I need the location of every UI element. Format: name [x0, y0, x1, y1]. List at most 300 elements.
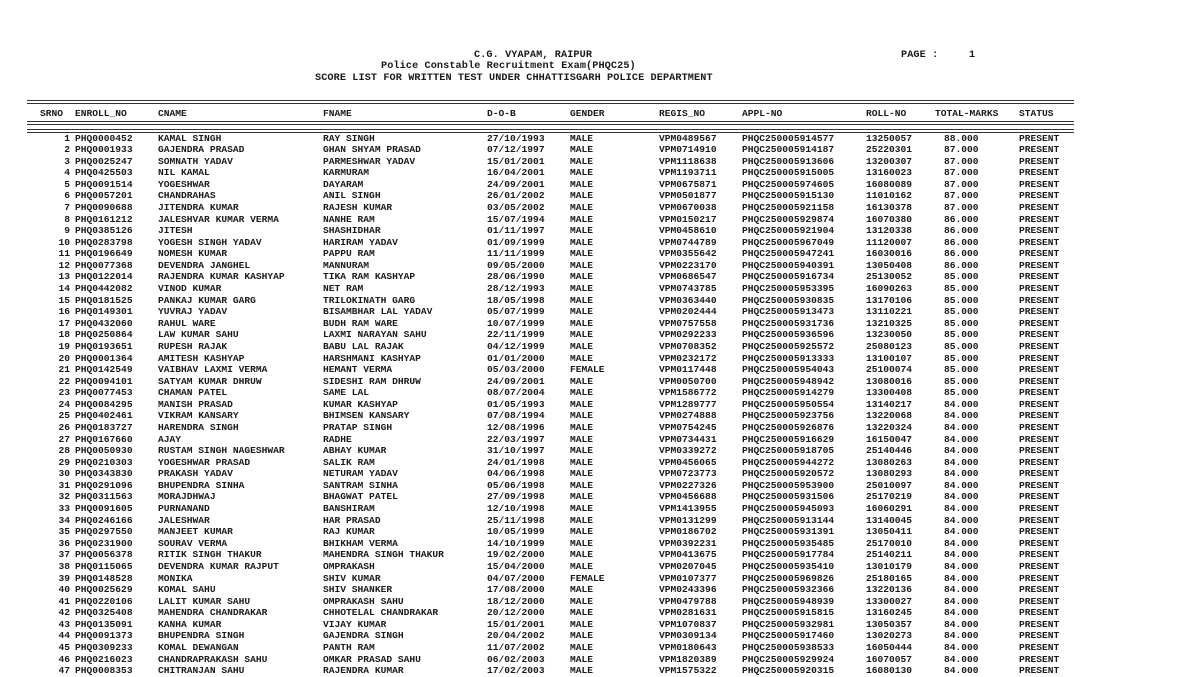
cell-srno: 28 — [58, 445, 70, 457]
cell-srno: 21 — [58, 364, 70, 376]
cell-regis-no: VPM0107377 — [659, 572, 717, 584]
cell-dob: 07/12/1997 — [487, 144, 545, 156]
cell-roll-no: 16080130 — [866, 665, 913, 677]
cell-dob: 31/10/1997 — [487, 445, 545, 457]
cell-total-marks: 86.000 — [944, 225, 979, 237]
cell-gender: MALE — [570, 410, 594, 422]
table-row — [0, 306, 1100, 318]
cell-srno: 47 — [58, 665, 70, 677]
cell-fname: RAY SINGH — [323, 132, 375, 144]
cell-regis-no: VPM0392231 — [659, 537, 717, 549]
cell-status: PRESENT — [1019, 190, 1060, 202]
table-row — [0, 561, 1100, 573]
cell-regis-no: VPM0150217 — [659, 213, 717, 225]
table-row — [0, 283, 1100, 295]
cell-fname: HARSHMANI KASHYAP — [323, 352, 421, 364]
cell-cname: JALESHVAR KUMAR VERMA — [158, 213, 279, 225]
cell-roll-no: 13200307 — [866, 155, 913, 167]
cell-regis-no: VPM1118638 — [659, 155, 717, 167]
col-header-appl-no: APPL-NO — [742, 108, 783, 119]
table-row — [0, 156, 1100, 168]
cell-gender: MALE — [570, 642, 594, 654]
cell-enroll-no: PHQ0148528 — [75, 572, 133, 584]
cell-appl-no: PHQC250005935410 — [742, 560, 835, 572]
cell-cname: LAW KUMAR SAHU — [158, 329, 239, 341]
cell-fname: PRATAP SINGH — [323, 422, 393, 433]
cell-cname: PANKAJ KUMAR GARG — [158, 294, 256, 306]
cell-dob: 11/11/1999 — [487, 248, 545, 260]
cell-status: PRESENT — [1019, 352, 1060, 364]
cell-appl-no: PHQC250005931736 — [742, 317, 835, 329]
cell-cname: RITIK SINGH THAKUR — [158, 549, 262, 561]
cell-cname: KOMAL DEWANGAN — [158, 642, 239, 654]
cell-roll-no: 13020273 — [866, 630, 913, 642]
cell-gender: MALE — [570, 422, 594, 433]
cell-total-marks: 84.000 — [944, 560, 979, 572]
cell-srno: 38 — [58, 560, 70, 572]
cell-dob: 18/05/1998 — [487, 294, 545, 306]
cell-gender: MALE — [570, 248, 594, 260]
table-row — [0, 549, 1100, 561]
cell-roll-no: 13170106 — [866, 294, 913, 306]
table-row — [0, 457, 1100, 469]
col-header-fname: FNAME — [323, 108, 352, 119]
cell-status: PRESENT — [1019, 630, 1060, 642]
cell-srno: 13 — [58, 271, 70, 283]
table-row — [0, 526, 1100, 538]
cell-status: PRESENT — [1019, 178, 1060, 190]
cell-cname: RAHUL WARE — [158, 317, 216, 329]
cell-regis-no: VPM0339272 — [659, 445, 717, 457]
cell-gender: MALE — [570, 445, 594, 457]
cell-enroll-no: PHQ0001364 — [75, 352, 133, 364]
cell-regis-no: VPM0207045 — [659, 560, 717, 572]
cell-roll-no: 16060291 — [866, 503, 913, 515]
cell-total-marks: 87.000 — [944, 144, 979, 156]
table-row — [0, 584, 1100, 596]
cell-dob: 14/10/1999 — [487, 537, 545, 549]
cell-gender: MALE — [570, 514, 594, 526]
cell-gender: MALE — [570, 456, 594, 468]
cell-enroll-no: PHQ0001933 — [75, 144, 133, 156]
cell-fname: SHIV KUMAR — [323, 572, 381, 584]
cell-regis-no: VPM0363440 — [659, 294, 717, 306]
cell-gender: MALE — [570, 375, 594, 387]
table-row — [0, 503, 1100, 515]
cell-enroll-no: PHQ0167660 — [75, 433, 133, 445]
cell-total-marks: 86.000 — [944, 236, 979, 248]
cell-status: PRESENT — [1019, 329, 1060, 341]
cell-roll-no: 13250057 — [866, 132, 913, 144]
cell-dob: 22/11/1999 — [487, 329, 545, 341]
cell-gender: MALE — [570, 167, 594, 179]
table-row — [0, 248, 1100, 260]
cell-srno: 36 — [58, 537, 70, 549]
cell-total-marks: 84.000 — [944, 584, 979, 596]
cell-dob: 15/01/2001 — [487, 618, 545, 630]
table-row — [0, 596, 1100, 608]
cell-gender: MALE — [570, 653, 594, 665]
cell-dob: 04/12/1999 — [487, 340, 545, 352]
cell-gender: MALE — [570, 595, 594, 607]
cell-dob: 27/09/1998 — [487, 491, 545, 503]
cell-total-marks: 84.000 — [944, 607, 979, 619]
cell-dob: 05/06/1998 — [487, 479, 545, 491]
cell-gender: MALE — [570, 144, 594, 156]
cell-appl-no: PHQC250005930835 — [742, 294, 835, 306]
cell-dob: 15/01/2001 — [487, 155, 545, 167]
cell-dob: 09/05/2000 — [487, 259, 545, 271]
cell-fname: HAR PRASAD — [323, 514, 381, 526]
cell-status: PRESENT — [1019, 375, 1060, 387]
cell-cname: DEVENDRA JANGHEL — [158, 259, 251, 271]
cell-fname: MAHENDRA SINGH THAKUR — [323, 549, 444, 561]
cell-appl-no: PHQC250005918705 — [742, 445, 835, 457]
cell-total-marks: 84.000 — [944, 526, 979, 538]
cell-srno: 11 — [58, 248, 70, 260]
cell-fname: BUDH RAM WARE — [323, 317, 398, 329]
cell-gender: MALE — [570, 630, 594, 642]
cell-srno: 43 — [58, 618, 70, 630]
cell-appl-no: PHQC250005931391 — [742, 526, 835, 538]
cell-appl-no: PHQC250005915130 — [742, 190, 835, 202]
cell-total-marks: 84.000 — [944, 514, 979, 526]
cell-cname: LALIT KUMAR SAHU — [158, 595, 251, 607]
cell-enroll-no: PHQ0183727 — [75, 422, 133, 433]
cell-status: PRESENT — [1019, 144, 1060, 156]
cell-total-marks: 85.000 — [944, 364, 979, 376]
cell-appl-no: PHQC250005915005 — [742, 167, 835, 179]
table-row — [0, 665, 1100, 677]
cell-gender: MALE — [570, 225, 594, 237]
cell-dob: 05/07/1999 — [487, 306, 545, 318]
cell-appl-no: PHQC250005913606 — [742, 155, 835, 167]
cell-status: PRESENT — [1019, 503, 1060, 515]
cell-regis-no: VPM0734431 — [659, 433, 717, 445]
cell-total-marks: 85.000 — [944, 329, 979, 341]
cell-regis-no: VPM0489567 — [659, 132, 717, 144]
cell-srno: 42 — [58, 607, 70, 619]
cell-appl-no: PHQC250005932366 — [742, 584, 835, 596]
cell-roll-no: 11120007 — [866, 236, 913, 248]
cell-srno: 20 — [58, 352, 70, 364]
cell-srno: 30 — [58, 468, 70, 480]
cell-total-marks: 85.000 — [944, 294, 979, 306]
col-header-total-marks: TOTAL-MARKS — [935, 108, 999, 119]
cell-gender: MALE — [570, 132, 594, 144]
cell-regis-no: VPM1586772 — [659, 387, 717, 399]
cell-fname: SALIK RAM — [323, 456, 375, 468]
cell-cname: KAMAL SINGH — [158, 132, 222, 144]
cell-regis-no: VPM0232172 — [659, 352, 717, 364]
cell-roll-no: 13010179 — [866, 560, 913, 572]
table-row — [0, 237, 1100, 249]
cell-total-marks: 84.000 — [944, 410, 979, 422]
cell-total-marks: 84.000 — [944, 537, 979, 549]
cell-total-marks: 84.000 — [944, 479, 979, 491]
cell-dob: 15/07/1994 — [487, 213, 545, 225]
cell-appl-no: PHQC250005935485 — [742, 537, 835, 549]
cell-fname: VIJAY KUMAR — [323, 618, 387, 630]
cell-regis-no: VPM0131299 — [659, 514, 717, 526]
cell-regis-no: VPM0479788 — [659, 595, 717, 607]
cell-enroll-no: PHQ0193651 — [75, 340, 133, 352]
cell-srno: 12 — [58, 259, 70, 271]
cell-dob: 12/10/1998 — [487, 503, 545, 515]
cell-cname: JITESH — [158, 225, 193, 237]
cell-fname: OMKAR PRASAD SAHU — [323, 653, 421, 665]
cell-cname: JALESHWAR — [158, 514, 210, 526]
cell-status: PRESENT — [1019, 665, 1060, 677]
cell-status: PRESENT — [1019, 526, 1060, 538]
cell-status: PRESENT — [1019, 572, 1060, 584]
cell-appl-no: PHQC250005940391 — [742, 259, 835, 271]
col-header-enroll-no: ENROLL_NO — [75, 108, 127, 119]
cell-dob: 28/12/1993 — [487, 283, 545, 295]
cell-total-marks: 84.000 — [944, 572, 979, 584]
cell-dob: 18/12/2000 — [487, 595, 545, 607]
cell-roll-no: 25220301 — [866, 144, 913, 156]
cell-roll-no: 16150047 — [866, 433, 913, 445]
cell-regis-no: VPM0223170 — [659, 259, 717, 271]
cell-srno: 17 — [58, 317, 70, 329]
organization-title: C.G. VYAPAM, RAIPUR — [474, 50, 593, 61]
col-header-srno: SRNO — [40, 108, 64, 119]
cell-appl-no: PHQC250005938533 — [742, 642, 835, 654]
cell-roll-no: 13300408 — [866, 387, 913, 399]
cell-status: PRESENT — [1019, 225, 1060, 237]
cell-enroll-no: PHQ0149301 — [75, 306, 133, 318]
cell-enroll-no: PHQ0181525 — [75, 294, 133, 306]
cell-fname: ANIL SINGH — [323, 190, 381, 202]
cell-fname: PARMESHWAR YADAV — [323, 155, 416, 167]
cell-appl-no: PHQC250005914577 — [742, 132, 835, 144]
cell-regis-no: VPM1289777 — [659, 398, 717, 410]
cell-status: PRESENT — [1019, 456, 1060, 468]
table-row — [0, 144, 1100, 156]
cell-appl-no: PHQC250005950554 — [742, 398, 835, 410]
cell-appl-no: PHQC250005954043 — [742, 364, 835, 376]
cell-total-marks: 85.000 — [944, 283, 979, 295]
cell-fname: NETURAM YADAV — [323, 468, 398, 480]
cell-fname: BABU LAL RAJAK — [323, 340, 404, 352]
cell-fname: HARIRAM YADAV — [323, 236, 398, 248]
cell-gender: MALE — [570, 398, 594, 410]
table-row — [0, 341, 1100, 353]
cell-regis-no: VPM0050700 — [659, 375, 717, 387]
cell-status: PRESENT — [1019, 642, 1060, 654]
cell-fname: GAJENDRA SINGH — [323, 630, 404, 642]
cell-enroll-no: PHQ0115065 — [75, 560, 133, 572]
cell-fname: OMPRAKASH SAHU — [323, 595, 404, 607]
cell-roll-no: 25170010 — [866, 537, 913, 549]
cell-regis-no: VPM0675871 — [659, 178, 717, 190]
cell-appl-no: PHQC250005920315 — [742, 665, 835, 677]
cell-regis-no: VPM0723773 — [659, 468, 717, 480]
cell-regis-no: VPM0180643 — [659, 642, 717, 654]
cell-enroll-no: PHQ0297550 — [75, 526, 133, 538]
cell-roll-no: 13220068 — [866, 410, 913, 422]
cell-regis-no: VPM0744789 — [659, 236, 717, 248]
cell-dob: 27/10/1993 — [487, 132, 545, 144]
cell-enroll-no: PHQ0091605 — [75, 503, 133, 515]
cell-cname: PURNANAND — [158, 503, 210, 515]
cell-total-marks: 85.000 — [944, 375, 979, 387]
cell-regis-no: VPM0670038 — [659, 201, 717, 213]
cell-status: PRESENT — [1019, 364, 1060, 376]
cell-fname: HEMANT VERMA — [323, 364, 393, 376]
table-row — [0, 167, 1100, 179]
cell-appl-no: PHQC250005969826 — [742, 572, 835, 584]
cell-roll-no: 13140045 — [866, 514, 913, 526]
cell-status: PRESENT — [1019, 306, 1060, 318]
cell-status: PRESENT — [1019, 259, 1060, 271]
cell-cname: CHITRANJAN SAHU — [158, 665, 245, 677]
cell-roll-no: 16080089 — [866, 178, 913, 190]
cell-appl-no: PHQC250005944272 — [742, 456, 835, 468]
cell-gender: MALE — [570, 584, 594, 596]
cell-dob: 19/02/2000 — [487, 549, 545, 561]
cell-cname: RAJENDRA KUMAR KASHYAP — [158, 271, 285, 283]
cell-enroll-no: PHQ0196649 — [75, 248, 133, 260]
table-row — [0, 410, 1100, 422]
cell-srno: 41 — [58, 595, 70, 607]
cell-regis-no: VPM0309134 — [659, 630, 717, 642]
cell-cname: RUPESH RAJAK — [158, 340, 228, 352]
col-header-dob: D-O-B — [487, 108, 516, 119]
cell-roll-no: 13220136 — [866, 584, 913, 596]
cell-dob: 01/01/2000 — [487, 352, 545, 364]
cell-srno: 24 — [58, 398, 70, 410]
cell-cname: YOGESHWAR — [158, 178, 210, 190]
cell-total-marks: 85.000 — [944, 306, 979, 318]
cell-cname: MANISH PRASAD — [158, 398, 233, 410]
cell-dob: 22/03/1997 — [487, 433, 545, 445]
cell-status: PRESENT — [1019, 201, 1060, 213]
cell-dob: 03/05/2002 — [487, 201, 545, 213]
cell-roll-no: 16030016 — [866, 248, 913, 260]
cell-total-marks: 85.000 — [944, 352, 979, 364]
cell-enroll-no: PHQ0091373 — [75, 630, 133, 642]
cell-gender: MALE — [570, 618, 594, 630]
cell-cname: SOURAV VERMA — [158, 537, 228, 549]
cell-roll-no: 16070380 — [866, 213, 913, 225]
cell-gender: MALE — [570, 155, 594, 167]
cell-status: PRESENT — [1019, 398, 1060, 410]
cell-roll-no: 13160023 — [866, 167, 913, 179]
cell-enroll-no: PHQ0309233 — [75, 642, 133, 654]
cell-fname: DAYARAM — [323, 178, 364, 190]
cell-gender: MALE — [570, 433, 594, 445]
cell-status: PRESENT — [1019, 433, 1060, 445]
cell-cname: CHAMAN PATEL — [158, 387, 228, 399]
cell-gender: MALE — [570, 236, 594, 248]
cell-dob: 17/08/2000 — [487, 584, 545, 596]
cell-dob: 17/02/2003 — [487, 665, 545, 677]
table-row — [0, 399, 1100, 411]
cell-enroll-no: PHQ0291096 — [75, 479, 133, 491]
table-row — [0, 318, 1100, 330]
table-row — [0, 202, 1100, 214]
cell-srno: 34 — [58, 514, 70, 526]
cell-dob: 08/07/2004 — [487, 387, 545, 399]
cell-appl-no: PHQC250005920572 — [742, 468, 835, 480]
cell-enroll-no: PHQ0220106 — [75, 595, 133, 607]
cell-total-marks: 85.000 — [944, 317, 979, 329]
cell-total-marks: 86.000 — [944, 259, 979, 271]
cell-total-marks: 86.000 — [944, 213, 979, 225]
cell-status: PRESENT — [1019, 271, 1060, 283]
table-row — [0, 376, 1100, 388]
table-row — [0, 353, 1100, 365]
cell-total-marks: 84.000 — [944, 422, 979, 433]
cell-fname: NET RAM — [323, 283, 364, 295]
cell-roll-no: 16130378 — [866, 201, 913, 213]
cell-regis-no: VPM0743785 — [659, 283, 717, 295]
cell-status: PRESENT — [1019, 294, 1060, 306]
cell-roll-no: 13100107 — [866, 352, 913, 364]
table-row — [0, 491, 1100, 503]
cell-total-marks: 84.000 — [944, 491, 979, 503]
cell-status: PRESENT — [1019, 445, 1060, 457]
table-row — [0, 364, 1100, 376]
cell-fname: SAME LAL — [323, 387, 370, 399]
cell-status: PRESENT — [1019, 468, 1060, 480]
cell-fname: LAXMI NARAYAN SAHU — [323, 329, 427, 341]
cell-cname: CHANDRAHAS — [158, 190, 216, 202]
cell-fname: BISAMBHAR LAL YADAV — [323, 306, 433, 318]
table-row — [0, 445, 1100, 457]
cell-enroll-no: PHQ0077453 — [75, 387, 133, 399]
cell-srno: 10 — [58, 236, 70, 248]
cell-srno: 2 — [64, 144, 70, 156]
cell-gender: MALE — [570, 352, 594, 364]
cell-status: PRESENT — [1019, 213, 1060, 225]
cell-srno: 46 — [58, 653, 70, 665]
table-row — [0, 480, 1100, 492]
cell-fname: RAJENDRA KUMAR — [323, 665, 404, 677]
cell-total-marks: 85.000 — [944, 340, 979, 352]
cell-fname: TIKA RAM KASHYAP — [323, 271, 416, 283]
cell-appl-no: PHQC250005913144 — [742, 514, 835, 526]
cell-gender: MALE — [570, 607, 594, 619]
cell-fname: KARMURAM — [323, 167, 370, 179]
cell-srno: 40 — [58, 584, 70, 596]
cell-roll-no: 13050408 — [866, 259, 913, 271]
cell-cname: RUSTAM SINGH NAGESHWAR — [158, 445, 285, 457]
table-row — [0, 271, 1100, 283]
cell-status: PRESENT — [1019, 514, 1060, 526]
header-rule-upper — [27, 121, 1074, 125]
cell-fname: MANNURAM — [323, 259, 370, 271]
cell-regis-no: VPM0227326 — [659, 479, 717, 491]
cell-total-marks: 88.000 — [944, 132, 979, 144]
cell-fname: RAJ KUMAR — [323, 526, 375, 538]
cell-fname: NANHE RAM — [323, 213, 375, 225]
cell-regis-no: VPM0714910 — [659, 144, 717, 156]
cell-roll-no: 13080016 — [866, 375, 913, 387]
cell-srno: 16 — [58, 306, 70, 318]
cell-appl-no: PHQC250005914187 — [742, 144, 835, 156]
cell-gender: MALE — [570, 259, 594, 271]
cell-enroll-no: PHQ0246166 — [75, 514, 133, 526]
cell-srno: 39 — [58, 572, 70, 584]
cell-cname: YUVRAJ YADAV — [158, 306, 228, 318]
cell-gender: MALE — [570, 306, 594, 318]
col-header-gender: GENDER — [570, 108, 605, 119]
cell-roll-no: 13050411 — [866, 526, 913, 538]
cell-cname: VIKRAM KANSARY — [158, 410, 239, 422]
